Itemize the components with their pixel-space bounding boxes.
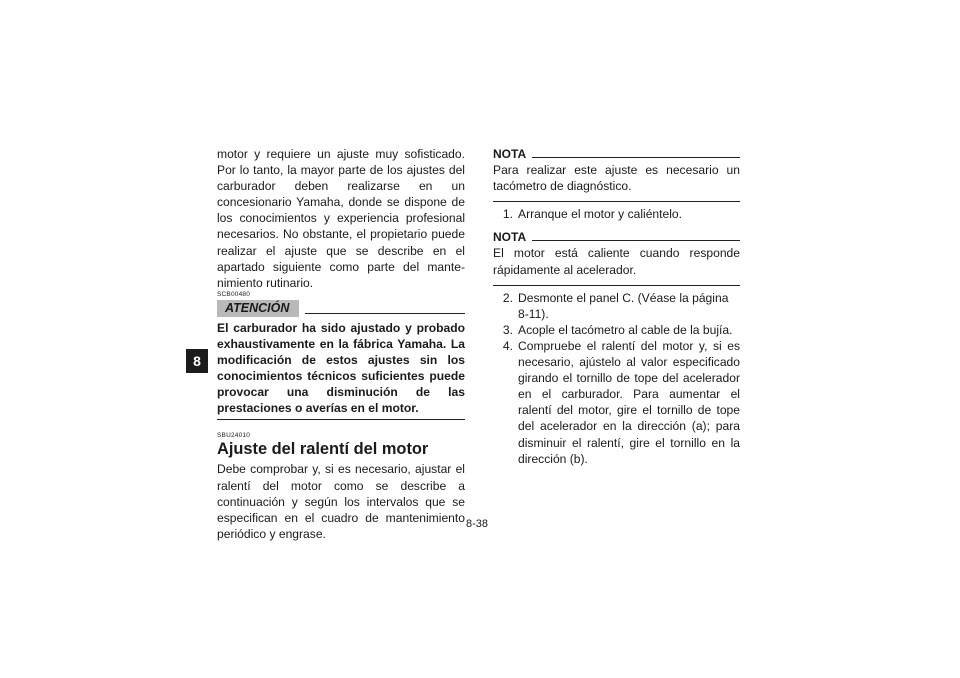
intro-paragraph: motor y requiere un ajuste muy sofisticado. Por lo tanto, la mayor parte de los ajustes del carburador deben realizarse en un concesionario Yamaha, donde se dispone de los conocimientos y experiencia profesional necesarios. No obstante, el propietario puede realizar el ajuste que se describe en el apartado siguiente como parte del mantenimiento rutinario. [217,147,465,290]
nota-rule-1 [532,157,740,158]
caution-end-rule [217,419,465,420]
page-number: 8-38 [466,518,489,530]
list-item: 4. Compruebe el ralentí del motor y, si es necesario, ajústelo al valor especificado girando el tornillo de tope del acelerador en el carburador. Para aumentar el ralentí del motor, gire el tornillo de tope del acelerador en la dirección (a); para disminuir el ralentí, gire el tornillo en la dirección (b). [502,338,740,466]
section-code: SBU24010 [217,432,251,440]
nota-text-1: Para realizar este ajuste es necesario un tacómetro de diagnóstico. [493,163,740,194]
nota-text-2: El motor está caliente cuando responde rápidamente al acelerador. [493,246,740,277]
list-item: 2. Desmonte el panel C. (Véase la página 8-11). [502,290,729,321]
nota-end-rule-1 [493,201,740,202]
section-paragraph: Debe comprobar y, si es necesario, ajustar el ralentí del motor como se describe a continuación y según los intervalos que se especifican en el cuadro de mantenimiento periódico y engrase. [217,462,465,541]
section-title: Ajuste del ralentí del motor [217,440,429,459]
nota-rule-2 [532,240,740,241]
left-column [217,146,465,542]
steps-list-2 [493,290,740,467]
list-item: 3. Acople el tacómetro al cable de la bujía. [502,322,733,337]
chapter-tab: 8 [186,349,208,373]
caution-header [217,300,465,317]
nota-label-2: NOTA [493,230,527,245]
list-item: 1. Arranque el motor y caliéntelo. [502,207,683,222]
nota-header-2 [493,229,740,245]
right-column [493,146,740,467]
caution-code: SCB00480 [217,290,251,298]
caution-label: ATENCIÓN [217,300,299,317]
nota-end-rule-2 [493,285,740,286]
caution-text: El carburador ha sido ajustado y probado exhaustivamente en la fábrica Yamaha. La modificación de estos ajustes sin los conocimientos técnicos suficientes puede provocar una disminución de las prestaciones o averías en el motor. [217,320,465,416]
nota-label-1: NOTA [493,147,527,161]
caution-rule [305,313,465,314]
nota-header-1 [493,146,740,162]
steps-list-1 [493,206,740,222]
